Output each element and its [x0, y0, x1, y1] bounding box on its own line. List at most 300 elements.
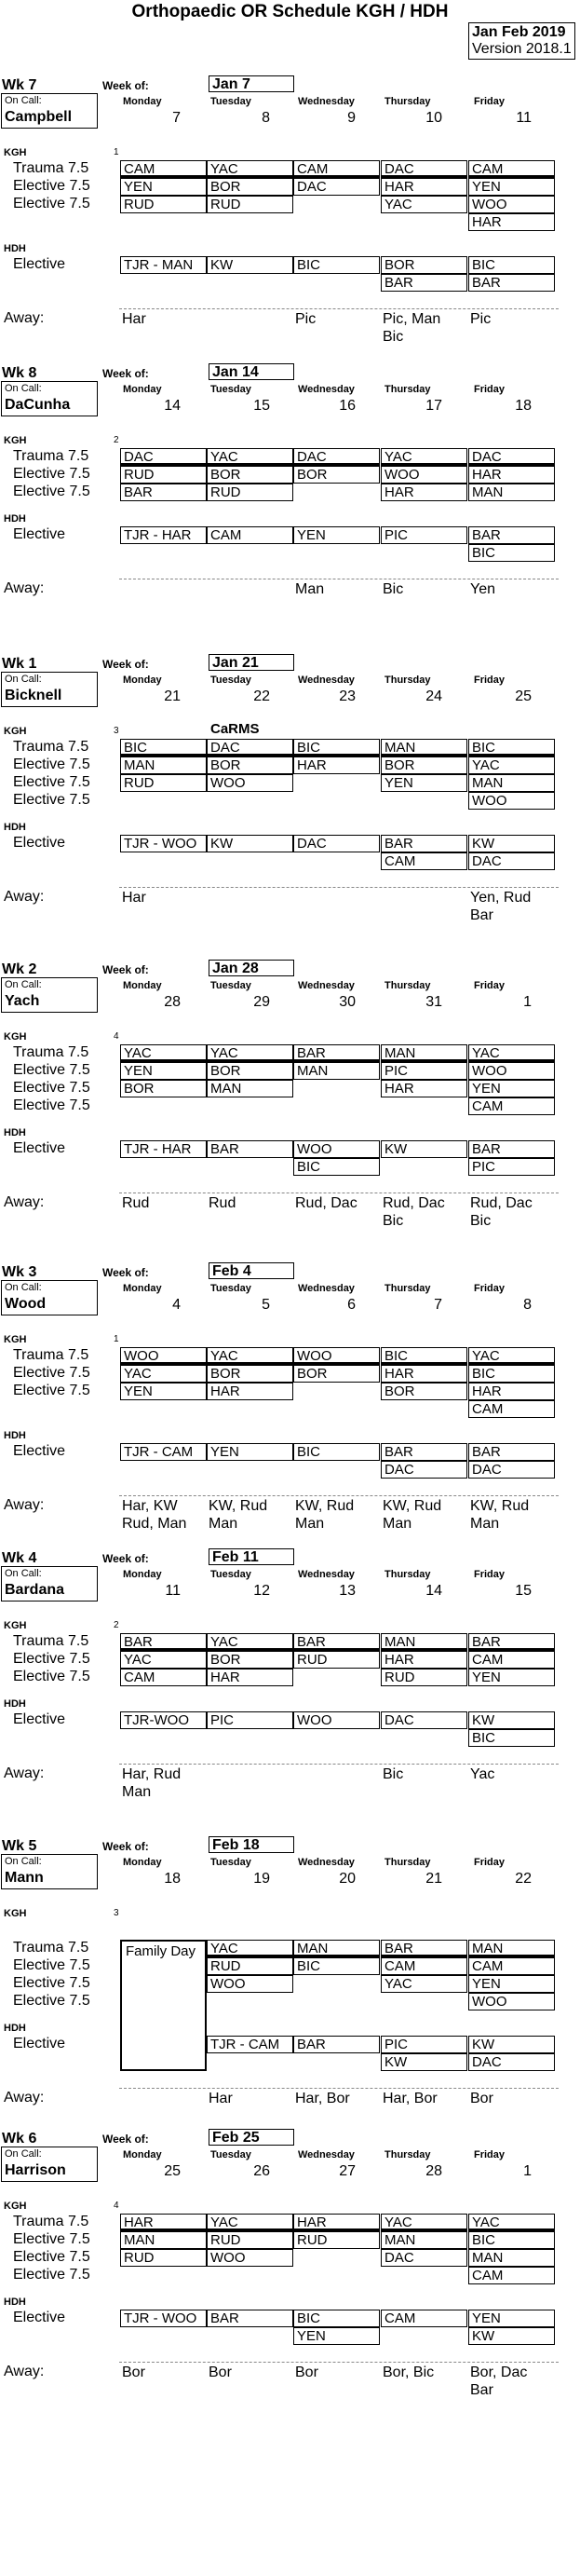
away-divider: [119, 308, 559, 309]
kgh-cell: YEN: [468, 178, 555, 196]
hdh-cell: BAR: [207, 2310, 293, 2327]
kgh-cell: PIC: [381, 1062, 467, 1080]
hdh-cell: BAR: [468, 1140, 555, 1158]
kgh-cell: CAM: [120, 160, 207, 178]
away-divider: [119, 1495, 559, 1496]
away-label: Away:: [4, 1497, 45, 1513]
on-call-name: Campbell: [5, 109, 73, 125]
week-date: Feb 4: [209, 1262, 294, 1279]
kgh-cell: WOO: [207, 1975, 293, 1993]
day-label: Monday: [123, 2149, 162, 2160]
week-of-label: Week of:: [102, 367, 149, 380]
kgh-cell: YAC: [207, 1633, 293, 1651]
kgh-cell: DAC: [468, 448, 555, 466]
kgh-row-label: Elective 7.5: [13, 1062, 90, 1078]
week-block: [0, 1550, 580, 1830]
day-label: Monday: [123, 1857, 162, 1868]
kgh-cell: WOO: [207, 774, 293, 792]
hdh-cell: KW: [381, 1140, 467, 1158]
day-label: Tuesday: [210, 2149, 251, 2160]
kgh-row-label: Elective 7.5: [13, 1993, 90, 2009]
kgh-cell: MAN: [468, 1940, 555, 1957]
on-call-box: [1, 1280, 98, 1315]
kgh-row-label: Elective 7.5: [13, 1975, 90, 1991]
kgh-cell: WOO: [468, 196, 555, 213]
week-date: Jan 7: [209, 75, 294, 92]
kgh-cell: CAM: [381, 1957, 467, 1975]
on-call-label: On Call:: [5, 674, 42, 685]
kgh-cell: DAC: [120, 448, 207, 466]
day-number: 15: [515, 1583, 532, 1599]
day-label: Thursday: [384, 2149, 431, 2160]
kgh-cell: CAM: [468, 1957, 555, 1975]
kgh-label: KGH: [4, 2201, 27, 2212]
day-number: 27: [339, 2163, 356, 2179]
hdh-cell: CAM: [381, 2310, 467, 2327]
away-entry: KW, Rud Man: [383, 1498, 442, 1532]
week-of-label: Week of:: [102, 1552, 149, 1565]
on-call-name: Yach: [5, 993, 40, 1009]
day-label: Monday: [123, 96, 162, 107]
kgh-cell: DAC: [293, 448, 380, 466]
day-label: Thursday: [384, 384, 431, 395]
on-call-box: [1, 1566, 98, 1601]
week-date: Jan 28: [209, 960, 294, 976]
hdh-label: HDH: [4, 243, 26, 254]
hdh-cell: BIC: [468, 544, 555, 562]
away-entry: Har, Bor: [383, 2091, 438, 2106]
day-label: Wednesday: [298, 96, 355, 107]
day-label: Friday: [474, 96, 506, 107]
kgh-cell: BOR: [207, 1062, 293, 1080]
week-number: Wk 4: [2, 1550, 37, 1566]
on-call-label: On Call:: [5, 1856, 42, 1867]
day-number: 4: [172, 1297, 181, 1313]
day-label: Friday: [474, 675, 506, 686]
day-label: Friday: [474, 980, 506, 991]
day-number: 18: [164, 1871, 181, 1887]
kgh-cell: RUD: [120, 774, 207, 792]
hdh-label: HDH: [4, 822, 26, 833]
week-number: Wk 8: [2, 365, 37, 381]
kgh-cell: CAM: [468, 1400, 555, 1418]
hdh-cell: BIC: [468, 1729, 555, 1747]
day-label: Monday: [123, 675, 162, 686]
kgh-label: KGH: [4, 1334, 27, 1345]
kgh-row-label: Elective 7.5: [13, 1651, 90, 1667]
hdh-cell: DAC: [381, 1711, 467, 1729]
hdh-label: HDH: [4, 513, 26, 525]
day-number: 29: [253, 994, 270, 1010]
hdh-cell: TJR - MAN: [120, 256, 207, 274]
kgh-cell: YAC: [207, 1347, 293, 1365]
kgh-row-label: Elective 7.5: [13, 2231, 90, 2247]
week-of-label: Week of:: [102, 79, 149, 92]
away-entry: Har: [122, 890, 146, 906]
on-call-name: Wood: [5, 1296, 47, 1312]
away-label: Away:: [4, 1194, 45, 1210]
hdh-cell: BIC: [293, 1443, 380, 1461]
away-entry: Rud, Dac Bic: [383, 1195, 445, 1229]
version-number: Version 2018.1: [472, 41, 572, 57]
kgh-row-label: Elective 7.5: [13, 756, 90, 772]
kgh-cell: BOR: [293, 466, 380, 484]
week-of-label: Week of:: [102, 1840, 149, 1853]
kgh-cell: YAC: [207, 160, 293, 178]
hdh-label: HDH: [4, 1430, 26, 1441]
hdh-cell: KW: [468, 1711, 555, 1729]
day-label: Thursday: [384, 980, 431, 991]
on-call-label: On Call:: [5, 2148, 42, 2160]
day-number: 18: [515, 398, 532, 414]
hdh-cell: WOO: [293, 1140, 380, 1158]
hdh-cell: YEN: [293, 526, 380, 544]
away-entry: Bor: [470, 2091, 493, 2106]
away-entry: Bic: [383, 1766, 404, 1782]
day-number: 20: [339, 1871, 356, 1887]
day-number: 28: [425, 2163, 442, 2179]
away-entry: KW, Rud Man: [295, 1498, 355, 1532]
day-label: Tuesday: [210, 96, 251, 107]
day-number: 19: [253, 1871, 270, 1887]
kgh-cell: BOR: [293, 1365, 380, 1383]
away-entry: Bor, Dac Bar: [470, 2365, 528, 2398]
away-entry: Har, Bor: [295, 2091, 350, 2106]
kgh-cell: WOO: [381, 466, 467, 484]
away-entry: KW, Rud Man: [209, 1498, 268, 1532]
week-date: Feb 11: [209, 1548, 294, 1565]
day-label: Wednesday: [298, 1283, 355, 1294]
kgh-cell: HAR: [293, 2214, 380, 2231]
away-entry: Yac: [470, 1766, 495, 1782]
hdh-cell: TJR - HAR: [120, 1140, 207, 1158]
hdh-cell: KW: [207, 256, 293, 274]
day-number: 31: [425, 994, 442, 1010]
kgh-label: KGH: [4, 1031, 27, 1043]
week-of-label: Week of:: [102, 2133, 149, 2146]
on-call-label: On Call:: [5, 383, 42, 394]
kgh-cell: YEN: [120, 178, 207, 196]
kgh-cell: YAC: [468, 2214, 555, 2231]
week-block: [0, 365, 580, 645]
kgh-cell: HAR: [381, 178, 467, 196]
kgh-cell: WOO: [293, 1347, 380, 1365]
on-call-label: On Call:: [5, 1568, 42, 1579]
away-divider: [119, 2088, 559, 2089]
day-number: 21: [164, 688, 181, 704]
kgh-row-label: Elective 7.5: [13, 178, 90, 194]
away-label: Away:: [4, 2090, 45, 2106]
kgh-row-label: Elective 7.5: [13, 1957, 90, 1973]
hdh-cell: KW: [207, 835, 293, 852]
kgh-cell: RUD: [120, 466, 207, 484]
carms-note: CaRMS: [210, 721, 260, 737]
day-label: Wednesday: [298, 384, 355, 395]
family-day-box: Family Day: [120, 1940, 207, 2071]
on-call-box: [1, 977, 98, 1013]
day-number: 11: [165, 1583, 181, 1599]
kgh-cell: BOR: [207, 756, 293, 774]
kgh-cell: HAR: [207, 1383, 293, 1400]
away-entry: Pic: [470, 311, 492, 327]
kgh-cell: CAM: [120, 1669, 207, 1686]
kgh-cell: CAM: [468, 1097, 555, 1115]
away-label: Away:: [4, 1765, 45, 1781]
on-call-label: On Call:: [5, 1282, 42, 1293]
kgh-row-label: Elective 7.5: [13, 1080, 90, 1096]
kgh-row-label: Elective 7.5: [13, 1383, 90, 1398]
kgh-cell: YAC: [381, 1975, 467, 1993]
hdh-cell: PIC: [381, 526, 467, 544]
day-label: Tuesday: [210, 384, 251, 395]
week-number: Wk 3: [2, 1264, 37, 1280]
away-label: Away:: [4, 889, 45, 905]
hdh-cell: KW: [468, 2036, 555, 2053]
week-block: [0, 1264, 580, 1544]
kgh-cell: MAN: [293, 1062, 380, 1080]
kgh-cell: YAC: [381, 448, 467, 466]
away-entry: Bor: [209, 2365, 232, 2380]
kgh-cell: MAN: [468, 774, 555, 792]
hdh-cell: DAC: [468, 2053, 555, 2071]
rotation-index: 2: [114, 1620, 119, 1630]
kgh-cell: MAN: [468, 2249, 555, 2267]
week-number: Wk 6: [2, 2131, 37, 2147]
hdh-row-label: Elective: [13, 835, 66, 851]
kgh-cell: BOR: [120, 1080, 207, 1097]
kgh-cell: HAR: [381, 1080, 467, 1097]
kgh-cell: DAC: [381, 160, 467, 178]
kgh-cell: RUD: [120, 2249, 207, 2267]
hdh-cell: PIC: [468, 1158, 555, 1176]
day-label: Tuesday: [210, 1857, 251, 1868]
week-block: [0, 961, 580, 1241]
kgh-row-label: Trauma 7.5: [13, 2214, 89, 2229]
hdh-cell: KW: [468, 835, 555, 852]
hdh-cell: BAR: [468, 274, 555, 292]
rotation-index: 1: [114, 147, 119, 157]
week-of-label: Week of:: [102, 963, 149, 976]
hdh-cell: BAR: [381, 835, 467, 852]
hdh-cell: TJR - HAR: [120, 526, 207, 544]
on-call-name: DaCunha: [5, 397, 71, 413]
kgh-row-label: Trauma 7.5: [13, 448, 89, 464]
hdh-cell: BAR: [293, 2036, 380, 2053]
rotation-index: 2: [114, 435, 119, 445]
day-number: 8: [262, 110, 270, 126]
kgh-label: KGH: [4, 726, 27, 737]
day-label: Monday: [123, 1283, 162, 1294]
kgh-row-label: Trauma 7.5: [13, 1940, 89, 1956]
on-call-box: [1, 672, 98, 707]
kgh-cell: YAC: [207, 1044, 293, 1062]
kgh-row-label: Trauma 7.5: [13, 1633, 89, 1649]
day-number: 15: [253, 398, 270, 414]
kgh-cell: WOO: [207, 2249, 293, 2267]
hdh-cell: YEN: [468, 2310, 555, 2327]
kgh-label: KGH: [4, 435, 27, 446]
day-label: Thursday: [384, 1857, 431, 1868]
day-label: Thursday: [384, 1283, 431, 1294]
day-label: Wednesday: [298, 1569, 355, 1580]
hdh-cell: BAR: [381, 1443, 467, 1461]
away-entry: Har, KW Rud, Man: [122, 1498, 187, 1532]
hdh-cell: TJR - WOO: [120, 835, 207, 852]
hdh-label: HDH: [4, 2297, 26, 2308]
week-block: [0, 656, 580, 935]
week-number: Wk 1: [2, 656, 37, 672]
hdh-row-label: Elective: [13, 1140, 66, 1156]
hdh-cell: CAM: [207, 526, 293, 544]
kgh-row-label: Elective 7.5: [13, 196, 90, 211]
kgh-cell: YAC: [468, 1347, 555, 1365]
kgh-cell: YEN: [468, 1669, 555, 1686]
day-number: 10: [425, 110, 442, 126]
kgh-row-label: Elective 7.5: [13, 1365, 90, 1381]
hdh-cell: TJR - CAM: [207, 2036, 293, 2053]
day-number: 28: [164, 994, 181, 1010]
day-label: Tuesday: [210, 980, 251, 991]
day-number: 12: [253, 1583, 270, 1599]
on-call-box: [1, 93, 98, 129]
hdh-cell: BAR: [468, 1443, 555, 1461]
hdh-cell: WOO: [293, 1711, 380, 1729]
week-date: Feb 18: [209, 1836, 294, 1853]
week-block: [0, 2131, 580, 2410]
day-label: Friday: [474, 1283, 506, 1294]
hdh-cell: BIC: [293, 256, 380, 274]
day-number: 1: [523, 994, 532, 1010]
day-label: Wednesday: [298, 2149, 355, 2160]
day-number: 26: [253, 2163, 270, 2179]
kgh-cell: CAM: [468, 1651, 555, 1669]
kgh-cell: YEN: [468, 1080, 555, 1097]
hdh-cell: KW: [468, 2327, 555, 2345]
hdh-cell: BAR: [207, 1140, 293, 1158]
week-date: Jan 14: [209, 363, 294, 380]
day-label: Monday: [123, 980, 162, 991]
kgh-cell: YAC: [381, 2214, 467, 2231]
kgh-cell: BAR: [468, 1633, 555, 1651]
week-block: [0, 77, 580, 357]
kgh-cell: MAN: [381, 1633, 467, 1651]
day-number: 8: [523, 1297, 532, 1313]
day-label: Thursday: [384, 675, 431, 686]
hdh-cell: DAC: [293, 835, 380, 852]
week-date: Jan 21: [209, 654, 294, 671]
away-divider: [119, 887, 559, 888]
away-label: Away:: [4, 580, 45, 596]
kgh-cell: BOR: [207, 466, 293, 484]
kgh-cell: HAR: [207, 1669, 293, 1686]
day-number: 1: [523, 2163, 532, 2179]
kgh-row-label: Trauma 7.5: [13, 1347, 89, 1363]
kgh-cell: WOO: [120, 1347, 207, 1365]
hdh-cell: DAC: [381, 1461, 467, 1479]
day-number: 25: [164, 2163, 181, 2179]
kgh-cell: BOR: [207, 1651, 293, 1669]
week-number: Wk 7: [2, 77, 37, 93]
kgh-cell: WOO: [468, 792, 555, 810]
kgh-cell: RUD: [381, 1669, 467, 1686]
kgh-cell: WOO: [468, 1062, 555, 1080]
kgh-cell: MAN: [293, 1940, 380, 1957]
day-label: Friday: [474, 1857, 506, 1868]
kgh-cell: BIC: [293, 1957, 380, 1975]
kgh-row-label: Elective 7.5: [13, 792, 90, 808]
kgh-cell: BAR: [293, 1044, 380, 1062]
kgh-cell: BIC: [120, 739, 207, 756]
hdh-cell: YEN: [207, 1443, 293, 1461]
kgh-cell: DAC: [207, 739, 293, 756]
day-label: Monday: [123, 1569, 162, 1580]
day-number: 13: [339, 1583, 356, 1599]
kgh-cell: RUD: [293, 1651, 380, 1669]
kgh-cell: BAR: [120, 484, 207, 501]
page-title: Orthopaedic OR Schedule KGH / HDH: [131, 2, 449, 21]
hdh-cell: BIC: [293, 1158, 380, 1176]
week-of-label: Week of:: [102, 1266, 149, 1279]
kgh-cell: YAC: [120, 1044, 207, 1062]
away-entry: Bor, Bic: [383, 2365, 435, 2380]
hdh-label: HDH: [4, 1698, 26, 1710]
on-call-name: Harrison: [5, 2162, 66, 2178]
away-label: Away:: [4, 310, 45, 326]
kgh-cell: YAC: [468, 756, 555, 774]
hdh-cell: DAC: [468, 1461, 555, 1479]
kgh-cell: BIC: [381, 1347, 467, 1365]
on-call-name: Mann: [5, 1870, 44, 1886]
kgh-cell: YAC: [207, 448, 293, 466]
kgh-row-label: Elective 7.5: [13, 774, 90, 790]
week-of-label: Week of:: [102, 658, 149, 671]
kgh-row-label: Elective 7.5: [13, 466, 90, 482]
on-call-box: [1, 1854, 98, 1889]
kgh-cell: RUD: [207, 196, 293, 213]
kgh-label: KGH: [4, 1908, 27, 1919]
away-entry: Pic, Man Bic: [383, 311, 441, 345]
day-number: 30: [339, 994, 356, 1010]
away-entry: Har, Rud Man: [122, 1766, 182, 1800]
away-entry: Rud: [122, 1195, 150, 1211]
kgh-cell: CAM: [468, 2267, 555, 2284]
kgh-label: KGH: [4, 147, 27, 158]
kgh-cell: YAC: [207, 2214, 293, 2231]
hdh-cell: BIC: [468, 256, 555, 274]
hdh-label: HDH: [4, 1127, 26, 1138]
away-entry: Bor: [295, 2365, 318, 2380]
week-block: [0, 1838, 580, 2118]
day-number: 25: [515, 688, 532, 704]
away-entry: KW, Rud Man: [470, 1498, 530, 1532]
kgh-cell: BAR: [381, 1940, 467, 1957]
kgh-cell: YAC: [381, 196, 467, 213]
on-call-name: Bicknell: [5, 688, 62, 703]
on-call-box: [1, 2147, 98, 2182]
kgh-cell: MAN: [120, 756, 207, 774]
away-entry: Bic: [383, 581, 404, 597]
hdh-cell: PIC: [381, 2036, 467, 2053]
away-divider: [119, 1764, 559, 1765]
kgh-cell: RUD: [207, 1957, 293, 1975]
rotation-index: 4: [114, 2201, 119, 2211]
kgh-cell: RUD: [120, 196, 207, 213]
kgh-row-label: Elective 7.5: [13, 1097, 90, 1113]
kgh-cell: YAC: [207, 1940, 293, 1957]
day-label: Wednesday: [298, 675, 355, 686]
kgh-row-label: Trauma 7.5: [13, 739, 89, 755]
kgh-cell: HAR: [468, 466, 555, 484]
